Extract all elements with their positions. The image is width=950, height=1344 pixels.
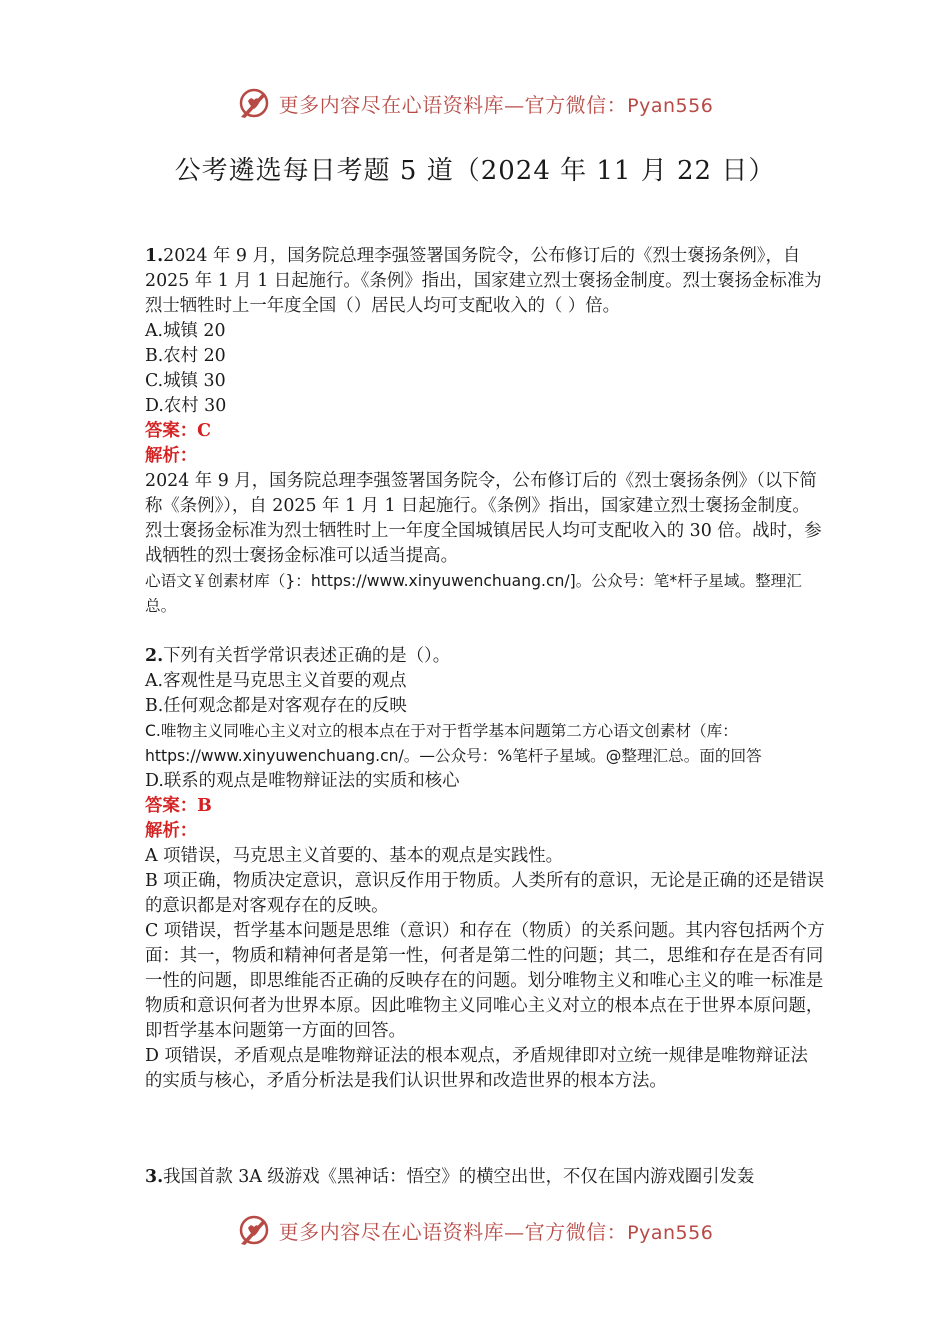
question-2-option-d: D.联系的观点是唯物辩证法的实质和核心 <box>145 771 460 791</box>
banner-text: 更多内容尽在心语资料库—官方微信：Pyan556 <box>278 1219 714 1244</box>
footer-banner <box>0 1210 950 1250</box>
banner-contact: Pyan556 <box>627 1221 714 1244</box>
page-title: 公考遴选每日考题 5 道（2024 年 11 月 22 日） <box>174 156 776 186</box>
question-1-option-a: A.城镇 20 <box>145 321 226 341</box>
banner-contact: Pyan556 <box>627 94 714 117</box>
question-3-block <box>145 1165 825 1190</box>
question-2-analysis-b: B 项正确，物质决定意识，意识反作用于物质。人类所有的意识，无论是正确的还是错误的意识都是对客观存在的反映。 <box>145 871 825 916</box>
question-3-number: 3. <box>145 1167 164 1187</box>
question-1-option-c: C.城镇 30 <box>145 371 226 391</box>
banner-text: 更多内容尽在心语资料库—官方微信：Pyan556 <box>278 92 714 117</box>
question-2-stem: 2.下列有关哲学常识表述正确的是（）。 <box>145 646 451 666</box>
question-2-number: 2. <box>145 646 164 666</box>
question-1-answer: 答案：C <box>145 421 212 441</box>
document-body <box>145 244 825 1094</box>
question-2-option-a: A.客观性是马克思主义首要的观点 <box>145 671 407 691</box>
question-1-option-b: B.农村 20 <box>145 346 226 366</box>
question-2-analysis-label: 解析： <box>145 821 198 841</box>
question-1-stem: 1.2024 年 9 月，国务院总理李强签署国务院令，公布修订后的《烈士褒扬条例》，自 2025 年 1 月 1 日起施行。《条例》指出，国家建立烈士褒扬金制度。烈士褒扬金标准为烈士牺牲时上一年度全国（）居民人均可支配收入的（ ）倍。 <box>145 246 822 316</box>
question-2-analysis-a: A 项错误，马克思主义首要的、基本的观点是实践性。 <box>145 846 564 866</box>
question-1-number: 1. <box>145 246 164 266</box>
question-2-analysis-c: C 项错误，哲学基本问题是思维（意识）和存在（物质）的关系问题。其内容包括两个方面：其一，物质和精神何者是第一性，何者是第二性的问题；其二，思维和存在是否有同一性的问题，即思维能否正确的反映存在的问题。划分唯物主义和唯心主义的唯一标准是物质和意识何者为世界本原。因此唯物主义同唯心主义对立的根本点在于世界本原问题，即哲学基本问题第一方面的回答。 <box>145 921 825 1041</box>
question-2-answer: 答案：B <box>145 796 212 816</box>
question-1-analysis: 2024 年 9 月，国务院总理李强签署国务院令，公布修订后的《烈士褒扬条例》（以下简称《条例》），自 2025 年 1 月 1 日起施行。《条例》指出，国家建立烈士褒扬金制度。烈士褒扬金标准为烈士牺牲时上一年度全国城镇居民人均可支配收入的 30 倍。战时，参战牺牲的烈士褒扬金标准可以适当提高。 <box>145 471 822 566</box>
question-1-option-d: D.农村 30 <box>145 396 227 416</box>
question-1-analysis-label: 解析： <box>145 446 198 466</box>
question-3-stem: 3.我国首款 3A 级游戏《黑神话：悟空》的横空出世，不仅在国内游戏圈引发轰 <box>145 1167 755 1187</box>
pen-heart-logo-icon <box>237 1212 273 1248</box>
pen-heart-logo-icon <box>237 85 273 121</box>
header-banner <box>0 83 950 123</box>
question-2-option-b: B.任何观念都是对客观存在的反映 <box>145 696 407 716</box>
question-1-watermark: 心语文￥创素材库（}：https://www.xinyuwenchuang.cn/]。公众号：笔*杆子星域。整理汇总。 <box>145 572 802 615</box>
question-2-option-c: C.唯物主义同唯心主义对立的根本点在于对于哲学基本问题第二方心语文创素材（库：https://www.xinyuwenchuang.cn/。—公众号：%笔杆子星域。@整理汇总。面的回答 <box>145 722 762 765</box>
question-2-analysis-d: D 项错误，矛盾观点是唯物辩证法的根本观点，矛盾规律即对立统一规律是唯物辩证法的实质与核心，矛盾分析法是我们认识世界和改造世界的根本方法。 <box>145 1046 808 1091</box>
